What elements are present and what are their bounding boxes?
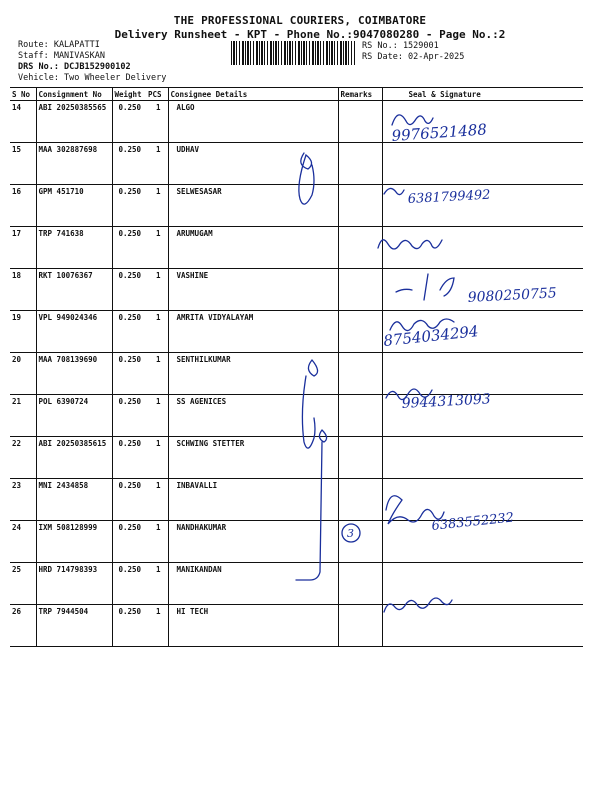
col-consignment: Consignment No [36, 88, 112, 101]
cell-remarks [338, 479, 382, 521]
cell-consignment-no: HRD 714798393 [36, 563, 112, 605]
cell-remarks [338, 437, 382, 479]
cell-consignment-no: RKT 10076367 [36, 269, 112, 311]
cell-remarks [338, 143, 382, 185]
phone-row16: 6381799492 [407, 187, 491, 207]
cell-signature [382, 185, 583, 227]
cell-signature [382, 563, 583, 605]
cell-signature [382, 101, 583, 143]
table-row [10, 605, 583, 647]
table-row [10, 395, 583, 437]
cell-weight: 0.250 [112, 395, 146, 437]
runsheet-info-left [18, 40, 166, 84]
cell-consignment-no: VPL 949024346 [36, 311, 112, 353]
cell-pcs: 1 [146, 521, 168, 563]
table-row [10, 101, 583, 143]
cell-sno: 16 [10, 185, 36, 227]
cell-sno: 22 [10, 437, 36, 479]
phone-row18: 9080250755 [467, 285, 558, 306]
rs-date: RS Date: 02-Apr-2025 [362, 52, 465, 62]
cell-weight: 0.250 [112, 437, 146, 479]
table-row [10, 311, 583, 353]
cell-consignee: SCHWING STETTER [168, 437, 338, 479]
cell-pcs: 1 [146, 269, 168, 311]
runsheet-table [10, 87, 583, 647]
cell-signature [382, 437, 583, 479]
cell-weight: 0.250 [112, 479, 146, 521]
drs-number: DRS No.: DCJB152900102 [18, 62, 131, 72]
col-sno: S No [10, 88, 36, 101]
cell-signature [382, 395, 583, 437]
cell-signature [382, 521, 583, 563]
table-row [10, 479, 583, 521]
cell-consignment-no: MNI 2434858 [36, 479, 112, 521]
cell-consignee: SELWESASAR [168, 185, 338, 227]
table-row [10, 227, 583, 269]
cell-pcs: 1 [146, 437, 168, 479]
cell-weight: 0.250 [112, 521, 146, 563]
cell-pcs: 1 [146, 311, 168, 353]
rs-number: RS No.: 1529001 [362, 41, 439, 51]
table-row [10, 521, 583, 563]
remark-row24: 3 [347, 527, 354, 540]
cell-consignee: SENTHILKUMAR [168, 353, 338, 395]
cell-remarks [338, 101, 382, 143]
cell-pcs: 1 [146, 353, 168, 395]
cell-sno: 23 [10, 479, 36, 521]
cell-consignment-no: MAA 708139690 [36, 353, 112, 395]
cell-consignment-no: TRP 741638 [36, 227, 112, 269]
cell-signature [382, 479, 583, 521]
table-row [10, 563, 583, 605]
cell-consignment-no: MAA 302887698 [36, 143, 112, 185]
vehicle-text: Vehicle: Two Wheeler Delivery [18, 73, 167, 83]
cell-sno: 21 [10, 395, 36, 437]
cell-consignee: ARUMUGAM [168, 227, 338, 269]
cell-signature [382, 311, 583, 353]
col-signature: Seal & Signature [382, 88, 583, 101]
cell-weight: 0.250 [112, 269, 146, 311]
cell-remarks [338, 269, 382, 311]
table-row [10, 437, 583, 479]
cell-sno: 14 [10, 101, 36, 143]
cell-sno: 25 [10, 563, 36, 605]
cell-remarks [338, 185, 382, 227]
cell-consignment-no: ABI 20250385565 [36, 101, 112, 143]
cell-consignee: AMRITA VIDYALAYAM [168, 311, 338, 353]
cell-consignee: INBAVALLI [168, 479, 338, 521]
cell-consignee: UDHAV [168, 143, 338, 185]
cell-consignment-no: TRP 7944504 [36, 605, 112, 647]
cell-weight: 0.250 [112, 227, 146, 269]
cell-weight: 0.250 [112, 185, 146, 227]
cell-pcs: 1 [146, 563, 168, 605]
cell-pcs: 1 [146, 227, 168, 269]
phone-row24: 6383552232 [430, 510, 515, 534]
phone-row14: 9976521488 [391, 120, 488, 145]
cell-consignment-no: GPM 451710 [36, 185, 112, 227]
cell-signature [382, 605, 583, 647]
cell-sno: 18 [10, 269, 36, 311]
cell-consignee: MANIKANDAN [168, 563, 338, 605]
cell-consignment-no: ABI 20250385615 [36, 437, 112, 479]
cell-pcs: 1 [146, 185, 168, 227]
cell-remarks [338, 605, 382, 647]
cell-pcs: 1 [146, 143, 168, 185]
runsheet-subtitle: Delivery Runsheet - KPT - Phone No.:9047080280 - Page No.:2 [114, 28, 506, 41]
cell-weight: 0.250 [112, 311, 146, 353]
cell-consignment-no: IXM 508128999 [36, 521, 112, 563]
cell-remarks [338, 353, 382, 395]
cell-pcs: 1 [146, 101, 168, 143]
col-pcs: PCS [146, 88, 168, 101]
cell-remarks [338, 227, 382, 269]
cell-signature [382, 269, 583, 311]
cell-sno: 20 [10, 353, 36, 395]
cell-consignee: SS AGENICES [168, 395, 338, 437]
runsheet-info-right [362, 41, 464, 63]
staff-text: Staff: MANIVASKAN [18, 51, 105, 61]
table-row [10, 185, 583, 227]
table-header-row [10, 88, 583, 101]
cell-weight: 0.250 [112, 563, 146, 605]
cell-pcs: 1 [146, 605, 168, 647]
cell-signature [382, 143, 583, 185]
cell-consignee: HI TECH [168, 605, 338, 647]
route-text: Route: KALAPATTI [18, 40, 100, 50]
phone-row21: 9944313093 [401, 391, 492, 412]
cell-pcs: 1 [146, 479, 168, 521]
cell-remarks [338, 311, 382, 353]
cell-weight: 0.250 [112, 101, 146, 143]
col-remarks: Remarks [338, 88, 382, 101]
cell-remarks [338, 521, 382, 563]
table-row [10, 143, 583, 185]
cell-signature [382, 353, 583, 395]
cell-pcs: 1 [146, 395, 168, 437]
table-row [10, 353, 583, 395]
cell-remarks [338, 563, 382, 605]
cell-sno: 26 [10, 605, 36, 647]
cell-weight: 0.250 [112, 143, 146, 185]
cell-sno: 17 [10, 227, 36, 269]
cell-consignment-no: POL 6390724 [36, 395, 112, 437]
col-weight: Weight [112, 88, 146, 101]
col-consignee: Consignee Details [168, 88, 338, 101]
cell-sno: 19 [10, 311, 36, 353]
cell-signature [382, 227, 583, 269]
cell-consignee: NANDHAKUMAR [168, 521, 338, 563]
table-row [10, 269, 583, 311]
cell-consignee: VASHINE [168, 269, 338, 311]
cell-remarks [338, 395, 382, 437]
phone-row19: 8754034294 [382, 322, 480, 350]
cell-consignee: ALGO [168, 101, 338, 143]
cell-sno: 24 [10, 521, 36, 563]
cell-weight: 0.250 [112, 353, 146, 395]
cell-weight: 0.250 [112, 605, 146, 647]
barcode-image [231, 41, 355, 65]
cell-sno: 15 [10, 143, 36, 185]
company-title: THE PROFESSIONAL COURIERS, COIMBATORE [173, 14, 427, 27]
